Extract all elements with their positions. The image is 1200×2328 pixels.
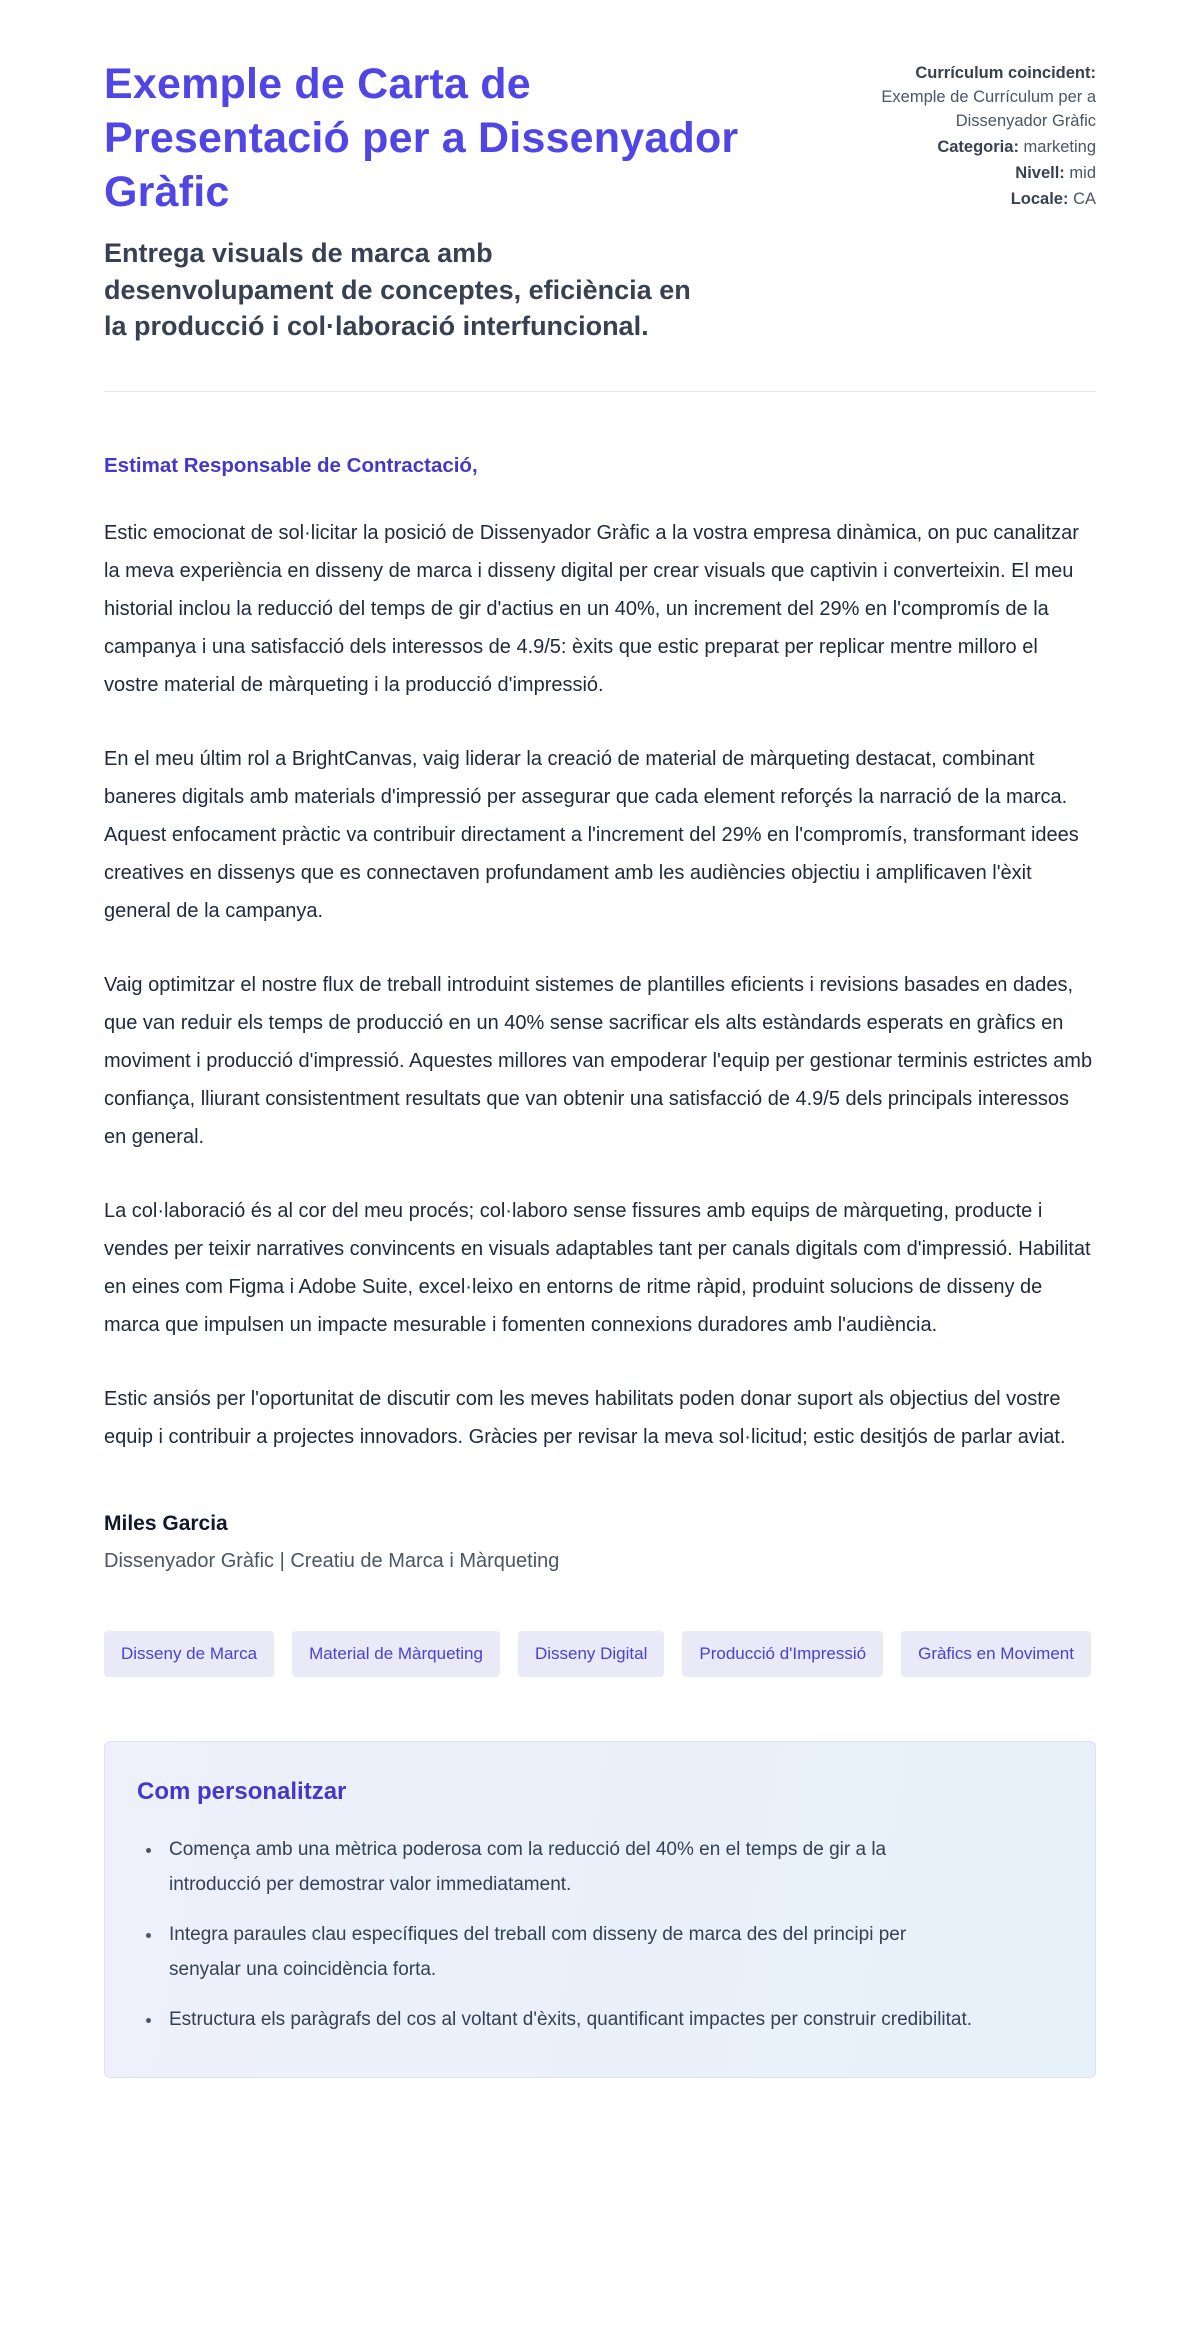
meta-locale-label: Locale: <box>1010 189 1069 208</box>
tip-item: • Comença amb una mètrica poderosa com la reducció del 40% en el temps de gir a la introducció per demostrar valor immediatament. <box>163 1832 983 1902</box>
tag-pill: Disseny de Marca <box>104 1631 274 1677</box>
signature-name: Miles Garcia <box>104 1511 228 1535</box>
letter-body <box>104 514 1096 1456</box>
meta-resume-row <box>796 62 1096 134</box>
letter-paragraph: La col·laboració és al cor del meu procés; col·laboro sense fissures amb equips de màrqueting, producte i vendes per teixir narratives convincents en visuals adaptables tant per canals digitals com d'impressió. Habilitat en eines com Figma i Adobe Suite, excel·leixo en entorns de ritme ràpid, produint solucions de disseny de marca que impulsen un impacte mesurable i fomenten connexions duradores amb l'audiència. <box>104 1199 1091 1336</box>
meta-level-row <box>796 162 1096 186</box>
meta-level-label: Nivell: <box>1015 163 1065 182</box>
meta-locale-value: CA <box>1073 189 1096 208</box>
page-title: Exemple de Carta de Presentació per a Dissenyador Gràfic <box>104 60 739 216</box>
letter-paragraph: En el meu últim rol a BrightCanvas, vaig liderar la creació de material de màrqueting destacat, combinant baneres digitals amb materials d'impressió per assegurar que cada element reforçés la narració de la marca. Aquest enfocament pràctic va contribuir directament a l'increment del 29% en l'compromís, transformant idees creatives en dissenys que es connectaven profundament amb les audiències objectiu i amplificaven l'èxit general de la campanya. <box>104 747 1079 922</box>
meta-resume-value: Exemple de Currículum per a Dissenyador Gràfic <box>881 87 1096 130</box>
divider <box>104 391 1096 392</box>
letter-paragraph: Vaig optimitzar el nostre flux de treball introduint sistemes de plantilles eficients i revisions basades en dades, que van reduir els temps de producció en un 40% sense sacrificar els alts estàndards esperats en gràfics en moviment i producció d'impressió. Aquestes millores van empoderar l'equip per gestionar terminis estrictes amb confiança, lliurant consistentment resultats que van obtenir una satisfacció de 4.9/5 dels principals interessos en general. <box>104 973 1093 1148</box>
meta-category-value: marketing <box>1023 137 1096 156</box>
letter-greeting: Estimat Responsable de Contractació, <box>104 453 478 477</box>
tag-pill: Producció d'Impressió <box>682 1631 883 1677</box>
meta-category-label: Categoria: <box>937 137 1019 156</box>
tip-item: • Estructura els paràgrafs del cos al voltant d'èxits, quantificant impactes per construir credibilitat. <box>163 2002 983 2037</box>
header-title-block <box>104 58 784 345</box>
tag-pill: Material de Màrqueting <box>292 1631 500 1677</box>
meta-level-value: mid <box>1069 163 1096 182</box>
page-root <box>104 0 1096 2146</box>
meta-resume-label: Currículum coincident: <box>915 64 1096 82</box>
header <box>104 58 1096 345</box>
tag-pill: Gràfics en Moviment <box>901 1631 1091 1677</box>
tip-item: • Integra paraules clau específiques del treball com disseny de marca des del principi per senyalar una coincidència forta. <box>163 1917 983 1987</box>
meta-category-row <box>796 136 1096 160</box>
page-subtitle: Entrega visuals de marca amb desenvolupament de conceptes, eficiència en la producció i col·laboració interfuncional. <box>104 238 691 342</box>
letter-paragraph: Estic ansiós per l'oportunitat de discutir com les meves habilitats poden donar suport als objectius del vostre equip i contribuir a projectes innovadors. Gràcies per revisar la meva sol·licitud; estic desitjós de parlar aviat. <box>104 1387 1066 1448</box>
signature-block <box>104 1512 1096 1573</box>
tips-card <box>104 1741 1096 2079</box>
tips-list <box>137 1832 1063 2038</box>
tips-title: Com personalitzar <box>137 1777 347 1805</box>
tag-pill: Disseny Digital <box>518 1631 664 1677</box>
signature-role: Dissenyador Gràfic | Creatiu de Marca i Màrqueting <box>104 1549 560 1572</box>
meta-panel <box>796 58 1096 214</box>
meta-locale-row <box>796 188 1096 212</box>
letter-paragraph: Estic emocionat de sol·licitar la posició de Dissenyador Gràfic a la vostra empresa dinàmica, on puc canalitzar la meva experiència en disseny de marca i disseny digital per crear visuals que captivin i converteixin. El meu historial inclou la reducció del temps de gir d'actius en un 40%, un increment del 29% en l'compromís de la campanya i una satisfacció dels interessos de 4.9/5: èxits que estic preparat per replicar mentre milloro el vostre material de màrqueting i la producció d'impressió. <box>104 521 1079 696</box>
tags-list <box>104 1631 1096 1677</box>
